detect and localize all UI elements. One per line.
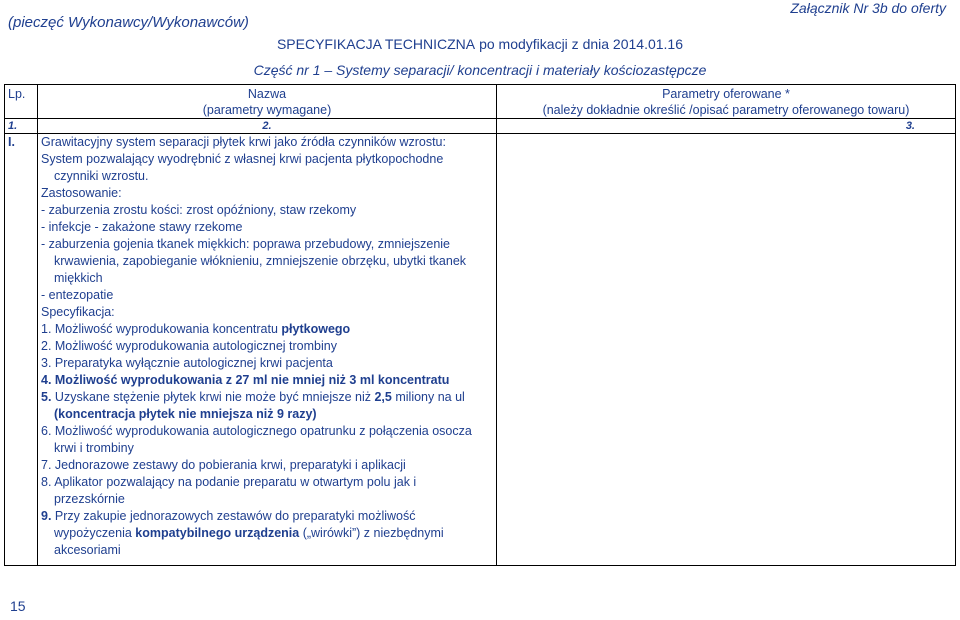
spec-item-1 <box>41 321 493 338</box>
spec-item-2: 2. Możliwość wyprodukowania autologicznej trombiny <box>41 339 337 353</box>
req-line: miękkich <box>54 271 103 285</box>
req-line: czynniki wzrostu. <box>54 169 149 183</box>
spec-item-5-number: 5. <box>41 390 52 404</box>
spec-item-8-cont: przezskórnie <box>54 492 125 506</box>
offered-parameters-cell[interactable] <box>497 134 956 566</box>
specification-table <box>4 84 956 566</box>
header-lp: Lp. <box>5 85 38 119</box>
stamp-placeholder: (pieczęć Wykonawcy/Wykonawców) <box>8 14 249 31</box>
spec-item-9-number: 9. <box>41 509 52 523</box>
req-line: Grawitacyjny system separacji płytek krwi jako źródła czynników wzrostu: <box>41 135 446 149</box>
title-suffix: po modyfikacji z dnia 2014.01.16 <box>479 36 684 52</box>
header-name-line1: Nazwa <box>247 87 287 101</box>
req-line: Specyfikacja: <box>41 305 115 319</box>
row-requirements <box>38 134 497 566</box>
spec-item-5-text: Uzyskane stężenie płytek krwi nie może być mniejsze niż <box>51 390 375 404</box>
req-line: Zastosowanie: <box>41 186 122 200</box>
req-line: krwawienia, zapobieganie włóknieniu, zmniejszenie obrzęku, ubytki tkanek <box>54 254 467 268</box>
spec-item-9-text: Przy zakupie jednorazowych zestawów do preparatyki możliwość <box>51 509 416 523</box>
header-name <box>38 85 497 119</box>
spec-item-6: 6. Możliwość wyprodukowania autologicznego opatrunku z połączenia osocza <box>41 424 472 438</box>
header-offered-line2: (należy dokładnie określić /opisać parametry oferowanego towaru) <box>542 103 910 117</box>
document-subtitle: Część nr 1 – Systemy separacji/ koncentracji i materiały kościozastępcze <box>253 62 707 78</box>
column-number-1: 1. <box>5 119 38 134</box>
header-offered-line1: Parametry oferowane * <box>662 87 790 101</box>
spec-item-9-cont2: akcesoriami <box>54 543 121 557</box>
document-title <box>0 36 960 52</box>
column-number-2: 2. <box>38 119 497 134</box>
table-header-row <box>5 85 956 119</box>
header-offered <box>497 85 956 119</box>
spec-item-5-cont <box>41 406 493 423</box>
spec-item-7: 7. Jednorazowe zestawy do pobierania krwi, preparatyki i aplikacji <box>41 458 406 472</box>
spec-item-9-text2: wypożyczenia <box>54 526 136 540</box>
spec-item-1-bold: płytkowego <box>281 322 351 336</box>
spec-item-5-unit: miliony na ul <box>391 390 465 404</box>
table-row <box>5 134 956 566</box>
spec-item-5-value: 2,5 <box>374 390 392 404</box>
spec-item-9-bold: kompatybilnego urządzenia <box>135 526 300 540</box>
header-name-line2: (parametry wymagane) <box>202 103 332 117</box>
req-line: - zaburzenia zrostu kości: zrost opóźniony, staw rzekomy <box>41 203 357 217</box>
column-number-3: 3. <box>497 119 956 134</box>
spec-item-5-bold-note: (koncentracja płytek nie mniejsza niż 9 razy) <box>54 407 317 421</box>
title-prefix: SPECYFIKACJA TECHNICZNA <box>276 36 476 52</box>
spec-item-4 <box>41 372 493 389</box>
page-number: 15 <box>10 598 26 614</box>
spec-item-9-text3: („wirówki”) z niezbędnymi <box>299 526 444 540</box>
row-number: I. <box>5 134 38 566</box>
spec-item-5 <box>41 389 493 406</box>
spec-item-4-bold: 4. Możliwość wyprodukowania z 27 ml nie mniej niż 3 ml koncentratu <box>41 373 450 387</box>
spec-item-9-cont <box>41 525 493 542</box>
column-numbers-row <box>5 119 956 134</box>
req-line: - entezopatie <box>41 288 114 302</box>
spec-item-6-cont: krwi i trombiny <box>54 441 134 455</box>
spec-item-9 <box>41 508 493 525</box>
spec-item-3: 3. Preparatyka wyłącznie autologicznej krwi pacjenta <box>41 356 333 370</box>
spec-item-1-text: 1. Możliwość wyprodukowania koncentratu <box>41 322 282 336</box>
spec-item-8: 8. Aplikator pozwalający na podanie preparatu w otwartym polu jak i <box>41 475 417 489</box>
annex-label: Załącznik Nr 3b do oferty <box>790 0 946 16</box>
req-line: - infekcje - zakażone stawy rzekome <box>41 220 243 234</box>
req-line: - zaburzenia gojenia tkanek miękkich: poprawa przebudowy, zmniejszenie <box>41 237 451 251</box>
req-line: System pozwalający wyodrębnić z własnej krwi pacjenta płytkopochodne <box>41 152 444 166</box>
